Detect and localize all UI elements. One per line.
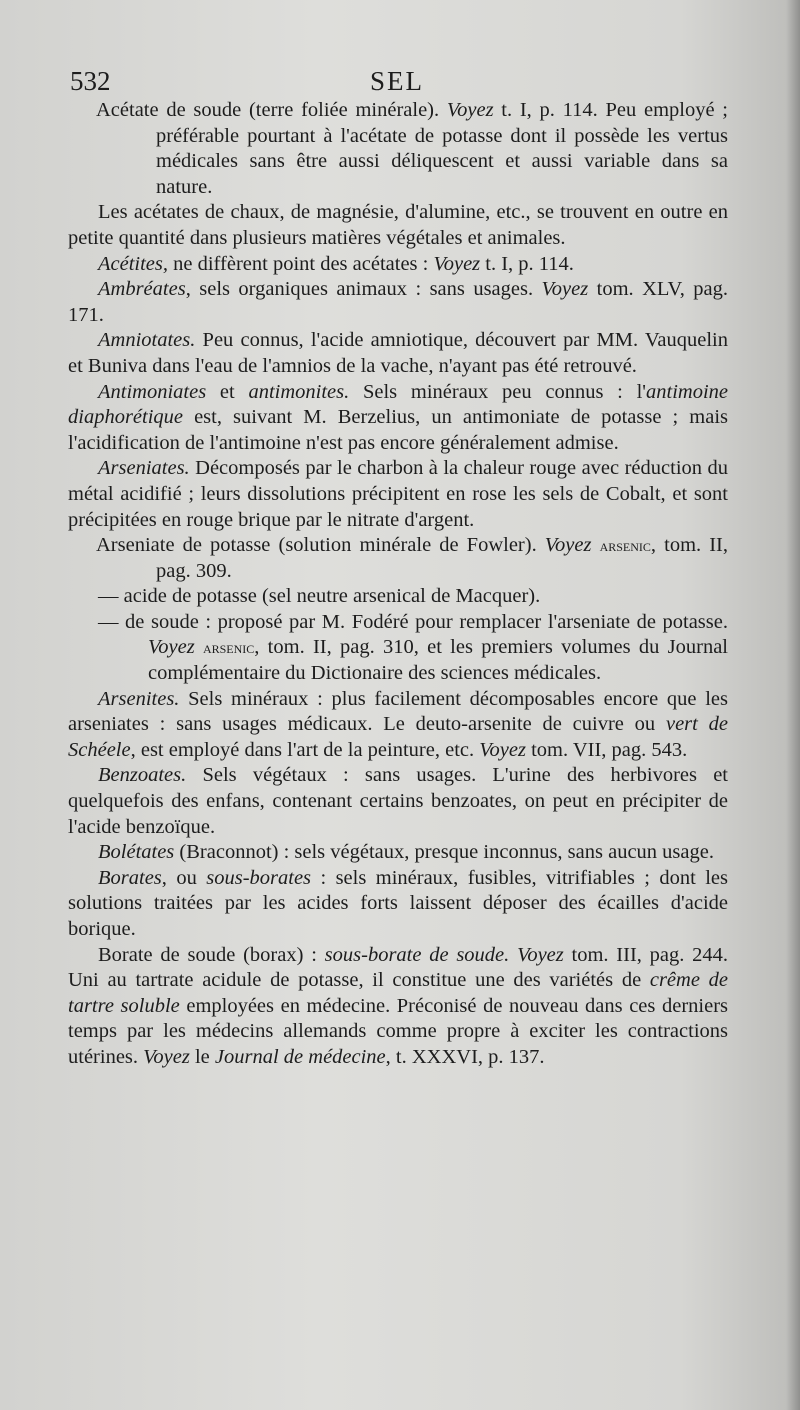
entry-ambreates: Ambréates, sels organiques animaux : sans usages. Voyez tom. XLV, pag. 171. (68, 278, 728, 326)
entry-amniotates: Amniotates. Peu connus, l'acide amniotique, découvert par MM. Vauquelin et Buniva dans l'eau de l'amnios de la vache, n'ayant pas été retrouvé. (68, 329, 728, 377)
entry-acetites: Acétites, ne diffèrent point des acétates : Voyez t. I, p. 114. (98, 252, 574, 275)
entry-acetate-soude: Acétate de soude (terre foliée minérale). Voyez t. I, p. 114. Peu employé ; préférable pourtant à l'acétate de potasse dont il possède les vertus médicales sans être aussi déliquescent et aussi variable dans sa nature. (96, 99, 728, 198)
entry-acide-potasse: — acide de potasse (sel neutre arsenical de Macquer). (98, 585, 541, 608)
entry-arseniate-potasse: Arseniate de potasse (solution minérale de Fowler). Voyez arsenic, tom. II, pag. 309. (96, 534, 729, 582)
entry-arsenites: Arsenites. Sels minéraux : plus facilement décomposables encore que les arseniates : sans usages médicaux. Le deuto-arsenite de cuivre ou vert de Schéele, est employé dans l'art de la peinture, etc. Voyez tom. VII, pag. 543. (68, 687, 728, 761)
page-number: 532 (70, 66, 111, 96)
entry-borates: Borates, ou sous-borates : sels minéraux, fusibles, vitrifiables ; dont les solutions traitées par les acides forts laissent déposer des écailles d'acide borique. (68, 866, 729, 940)
page-edge-shadow (786, 0, 800, 1410)
page-header (70, 66, 730, 98)
entry-benzoates: Benzoates. Sels végétaux : sans usages. L'urine des herbivores et quelquefois des enfans, contenant certains benzoates, on peut en précipiter de l'acide benzoïque. (68, 764, 728, 838)
entry-arseniates: Arseniates. Décomposés par le charbon à la chaleur rouge avec réduction du métal acidifié ; leurs dissolutions précipitent en rose les sels de Cobalt, et sont précipitées en rouge brique par le nitrate d'argent. (68, 457, 728, 531)
running-title: SEL (370, 66, 425, 96)
page-body (68, 98, 728, 1071)
entry-de-soude: — de soude : proposé par M. Fodéré pour remplacer l'arseniate de potasse. Voyez arsenic, tom. II, pag. 310, et les premiers volumes du Journal complémentaire du Dictionaire des sciences médicales. (98, 610, 729, 685)
entry-borate-soude: Borate de soude (borax) : sous-borate de soude. Voyez tom. III, pag. 244. Uni au tartrate acidule de potasse, il constitue une des variétés de crême de tartre soluble employées en médecine. Préconisé de nouveau dans ces derniers temps par les médecins allemands comme propre à exciter les contractions utérines. Voyez le Journal de médecine, t. XXXVI, p. 137. (68, 943, 729, 1068)
entry-acetates-chaux: Les acétates de chaux, de magnésie, d'alumine, etc., se trouvent en outre en petite quantité dans plusieurs matières végétales et animales. (68, 201, 728, 249)
entry-boletates: Bolétates (Braconnot) : sels végétaux, presque inconnus, sans aucun usage. (98, 841, 714, 864)
entry-antimoniates: Antimoniates et antimonites. Sels minéraux peu connus : l'antimoine diaphorétique est, suivant M. Berzelius, un antimoniate de potasse ; mais l'acidification de l'antimoine n'est pas encore généralement admise. (68, 380, 728, 454)
